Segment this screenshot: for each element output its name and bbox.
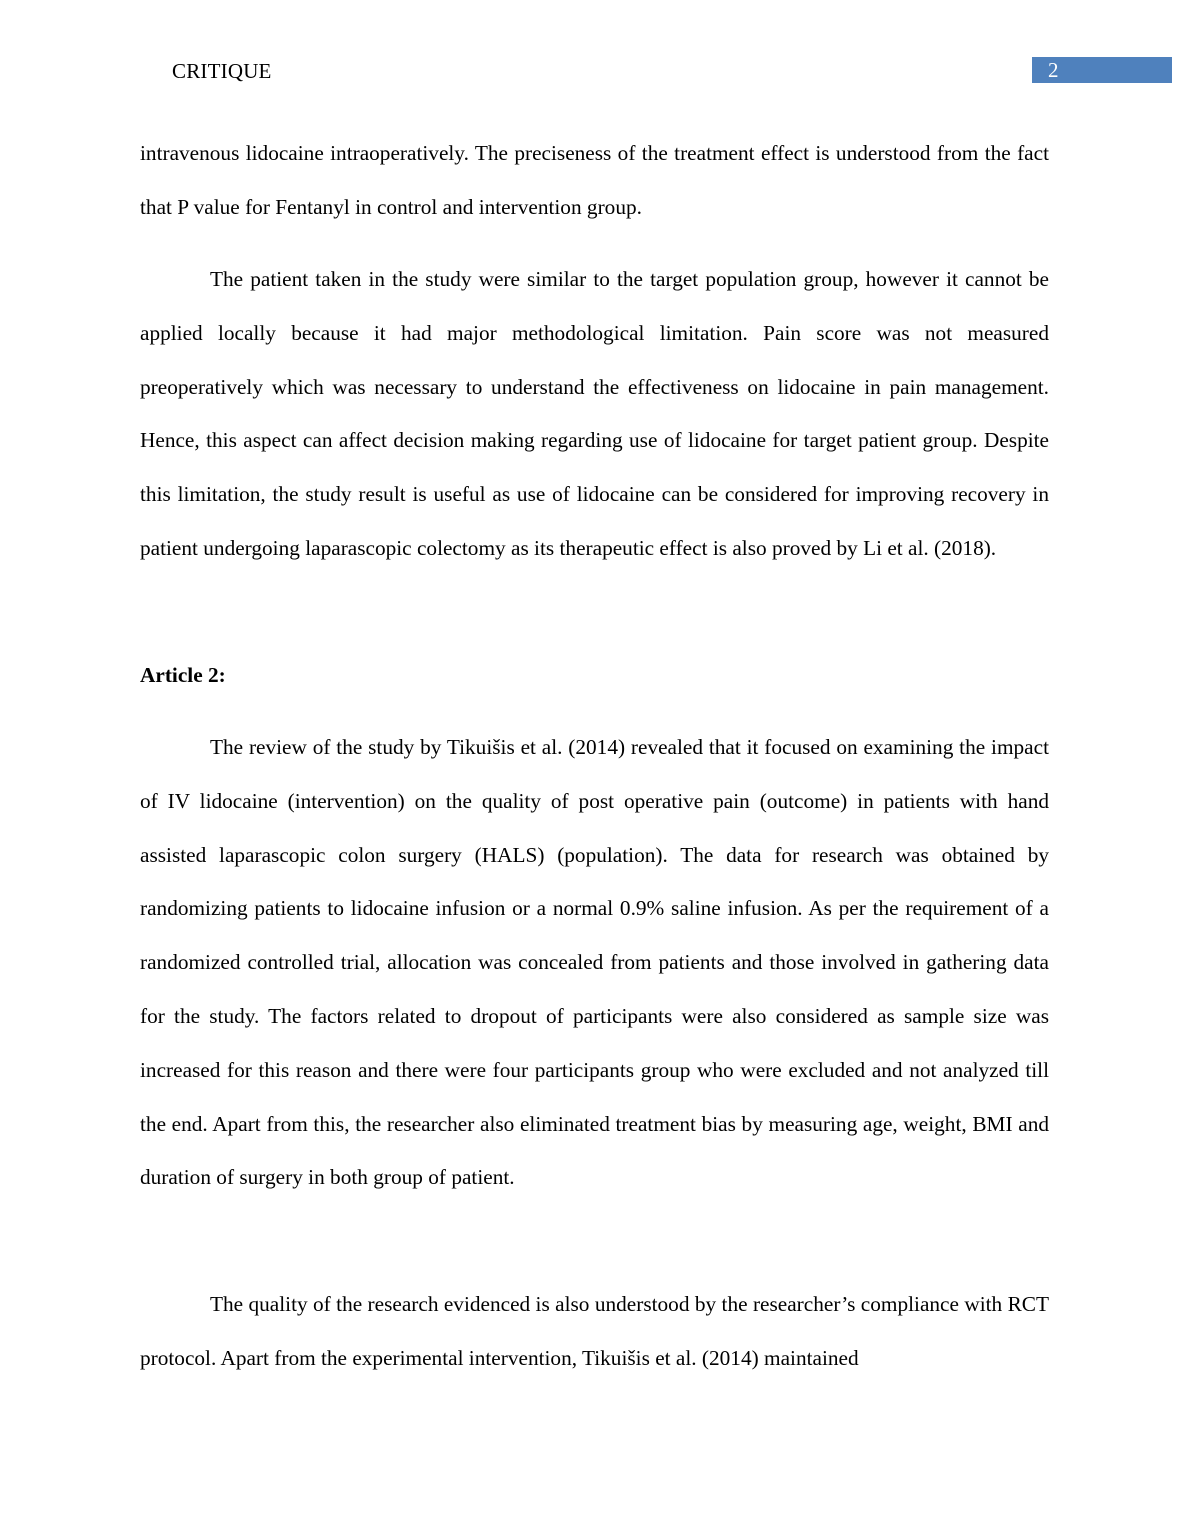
running-head: CRITIQUE (172, 59, 272, 83)
paragraph-limitations: The patient taken in the study were similar to the target population group, however it cannot be applied locally because it had major methodological limitation. Pain score was not measured preoperatively which was necessary to understand the effectiveness on lidocaine in pain management. Hence, this aspect can affect decision making regarding use of lidocaine for target patient group. Despite this limitation, the study result is useful as use of lidocaine can be considered for improving recovery in patient undergoing laparascopic colectomy as its therapeutic effect is also proved by Li et al. (2018). (140, 267, 1049, 560)
page-number: 2 (1048, 58, 1059, 82)
section-heading-article-2: Article 2: (140, 663, 226, 687)
page-number-badge (1032, 57, 1172, 83)
paragraph-quality-evidence: The quality of the research evidenced is also understood by the researcher’s compliance with RCT protocol. Apart from the experimental intervention, Tikuišis et al. (2014) maintained (140, 1292, 1049, 1370)
paragraph-article-2-review: The review of the study by Tikuišis et al. (2014) revealed that it focused on examining the impact of IV lidocaine (intervention) on the quality of post operative pain (outcome) in patients with hand assisted laparascopic colon surgery (HALS) (population). The data for research was obtained by randomizing patients to lidocaine infusion or a normal 0.9% saline infusion. As per the requirement of a randomized controlled trial, allocation was concealed from patients and those involved in gathering data for the study. The factors related to dropout of participants were also considered as sample size was increased for this reason and there were four participants group who were excluded and not analyzed till the end. Apart from this, the researcher also eliminated treatment bias by measuring age, weight, BMI and duration of surgery in both group of patient. (140, 735, 1049, 1190)
paragraph-continuation: intravenous lidocaine intraoperatively. The preciseness of the treatment effect is understood from the fact that P value for Fentanyl in control and intervention group. (140, 141, 1049, 219)
